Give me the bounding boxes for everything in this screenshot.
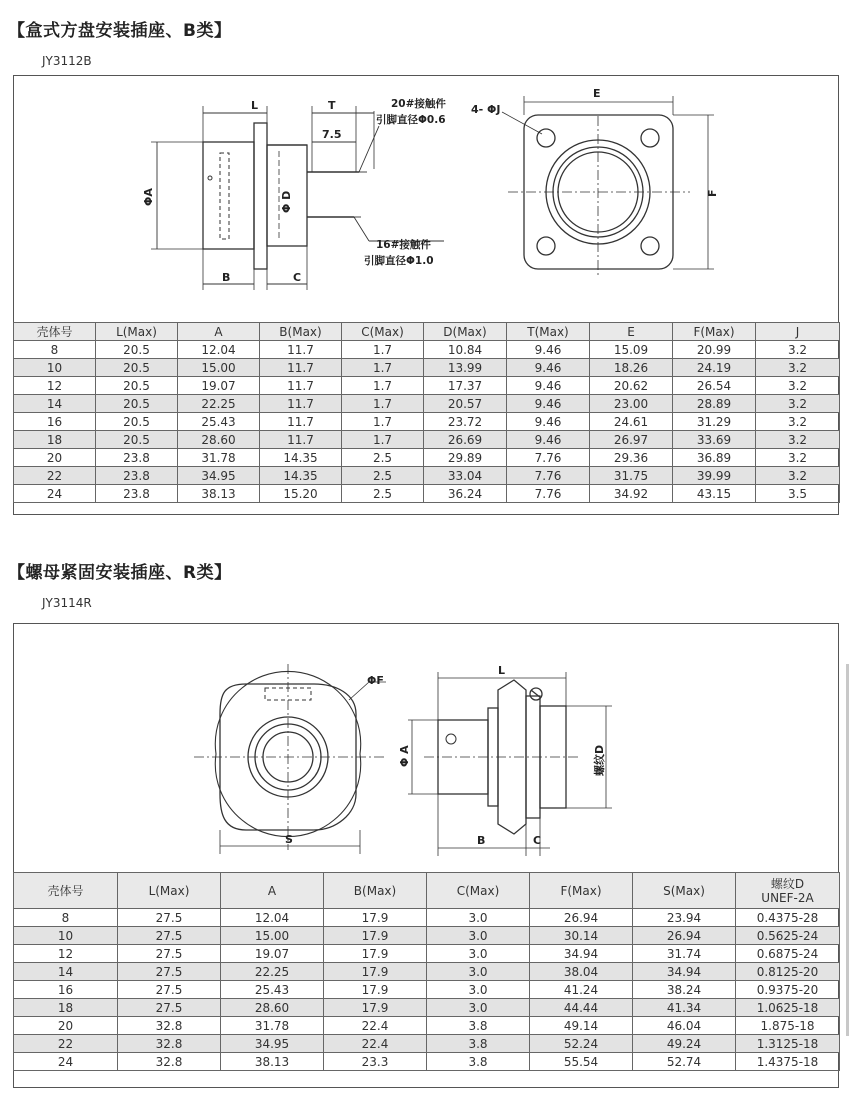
table-cell: 23.72 (424, 413, 507, 431)
table-cell: 24.61 (590, 413, 673, 431)
table-row (14, 927, 840, 945)
dim-label-7-5: 7.5 (322, 128, 342, 141)
table-cell: 52.24 (530, 1035, 633, 1053)
table-cell: 1.875-18 (736, 1017, 840, 1035)
table-cell: 0.6875-24 (736, 945, 840, 963)
table-cell: 31.78 (178, 449, 260, 467)
table-cell: 27.5 (118, 945, 221, 963)
table-cell: 34.92 (590, 485, 673, 503)
table-row (14, 449, 840, 467)
table-cell: 28.60 (221, 999, 324, 1017)
table-cell: 20.57 (424, 395, 507, 413)
table-cell: 31.29 (673, 413, 756, 431)
column-header-line: UNEF-2A (761, 890, 814, 905)
table-cell: 3.0 (427, 945, 530, 963)
table-cell: 3.2 (756, 395, 840, 413)
table-cell: 27.5 (118, 927, 221, 945)
table-cell: 30.14 (530, 927, 633, 945)
table-row (14, 1035, 840, 1053)
mounting-flange (254, 123, 267, 269)
table-cell: 3.0 (427, 963, 530, 981)
table-cell: 15.00 (178, 359, 260, 377)
table-cell: 0.4375-28 (736, 909, 840, 927)
table-cell: 23.8 (96, 449, 178, 467)
table-cell: 26.94 (633, 927, 736, 945)
table-row (14, 981, 840, 999)
table-cell: 17.9 (324, 981, 427, 999)
column-header: B(Max) (260, 323, 342, 341)
table-cell: 1.0625-18 (736, 999, 840, 1017)
table-cell: 44.44 (530, 999, 633, 1017)
table-cell: 8 (14, 341, 96, 359)
table-cell: 32.8 (118, 1035, 221, 1053)
table-cell: 3.8 (427, 1017, 530, 1035)
table-cell: 11.7 (260, 413, 342, 431)
table-cell: 10 (14, 359, 96, 377)
table-cell: 20.5 (96, 377, 178, 395)
note-16-pin: 引脚直径Φ1.0 (364, 255, 434, 267)
table-cell: 3.0 (427, 927, 530, 945)
table-cell: 3.2 (756, 359, 840, 377)
page-edge-mark (846, 664, 849, 1036)
table-row (14, 963, 840, 981)
table-cell: 39.99 (673, 467, 756, 485)
column-header: 壳体号 (14, 323, 96, 341)
dim-label-C: C (293, 271, 302, 284)
table-row (14, 395, 840, 413)
section2-drawing (14, 624, 838, 872)
table-cell: 20 (14, 1017, 118, 1035)
table-header-row (14, 323, 840, 341)
table-cell: 28.89 (673, 395, 756, 413)
column-header: A (178, 323, 260, 341)
table-cell: 19.07 (221, 945, 324, 963)
table-cell: 22.4 (324, 1017, 427, 1035)
table-cell: 11.7 (260, 431, 342, 449)
table-cell: 12.04 (178, 341, 260, 359)
table-cell: 34.94 (530, 945, 633, 963)
table-cell: 33.04 (424, 467, 507, 485)
section1-title: 【盒式方盘安装插座、B类】 (8, 21, 232, 41)
table-cell: 17.9 (324, 927, 427, 945)
table-cell: 31.75 (590, 467, 673, 485)
section1-drawing (14, 76, 838, 324)
table-cell: 0.9375-20 (736, 981, 840, 999)
table-row (14, 999, 840, 1017)
table-cell: 15.00 (221, 927, 324, 945)
column-header-thread (736, 873, 840, 909)
table-cell: 9.46 (507, 341, 590, 359)
section2-title: 【螺母紧固安装插座、R类】 (8, 563, 232, 583)
table-cell: 38.24 (633, 981, 736, 999)
table-cell: 16 (14, 413, 96, 431)
table-cell: 3.0 (427, 981, 530, 999)
table-cell: 22 (14, 467, 96, 485)
table-cell: 24 (14, 485, 96, 503)
table-cell: 8 (14, 909, 118, 927)
table-cell: 38.13 (178, 485, 260, 503)
table-cell: 17.9 (324, 945, 427, 963)
table-row (14, 945, 840, 963)
table-cell: 23.8 (96, 485, 178, 503)
table-row (14, 1017, 840, 1035)
table-cell: 7.76 (507, 449, 590, 467)
table-cell: 22.25 (221, 963, 324, 981)
table-cell: 49.14 (530, 1017, 633, 1035)
table-cell: 27.5 (118, 999, 221, 1017)
table-cell: 9.46 (507, 359, 590, 377)
table-cell: 17.37 (424, 377, 507, 395)
table-row (14, 341, 840, 359)
table-cell: 34.95 (221, 1035, 324, 1053)
dim-label-A: Φ A (398, 745, 411, 767)
table-cell: 55.54 (530, 1053, 633, 1071)
table-cell: 11.7 (260, 359, 342, 377)
column-header: L(Max) (118, 873, 221, 909)
table-cell: 16 (14, 981, 118, 999)
table-cell: 32.8 (118, 1017, 221, 1035)
table-cell: 38.13 (221, 1053, 324, 1071)
table-row (14, 377, 840, 395)
table-row (14, 431, 840, 449)
table-cell: 15.20 (260, 485, 342, 503)
table-cell: 23.8 (96, 467, 178, 485)
table-cell: 9.46 (507, 431, 590, 449)
table-cell: 41.34 (633, 999, 736, 1017)
column-header: J (756, 323, 840, 341)
table-cell: 38.04 (530, 963, 633, 981)
column-header: B(Max) (324, 873, 427, 909)
table-cell: 3.5 (756, 485, 840, 503)
table-cell: 2.5 (342, 467, 424, 485)
table-cell: 2.5 (342, 449, 424, 467)
column-header: T(Max) (507, 323, 590, 341)
table-cell: 12.04 (221, 909, 324, 927)
table-cell: 1.7 (342, 341, 424, 359)
table-cell: 24.19 (673, 359, 756, 377)
table-cell: 3.2 (756, 431, 840, 449)
table-cell: 10 (14, 927, 118, 945)
table-cell: 18 (14, 431, 96, 449)
table-cell: 9.46 (507, 377, 590, 395)
table-cell: 14 (14, 963, 118, 981)
table-cell: 23.00 (590, 395, 673, 413)
table-cell: 31.74 (633, 945, 736, 963)
column-header-line: 螺纹D (770, 876, 805, 891)
table-cell: 49.24 (633, 1035, 736, 1053)
table-cell: 0.5625-24 (736, 927, 840, 945)
table-cell: 9.46 (507, 395, 590, 413)
table-cell: 7.76 (507, 485, 590, 503)
table-row (14, 413, 840, 431)
table-cell: 14 (14, 395, 96, 413)
column-header: F(Max) (530, 873, 633, 909)
table-cell: 26.54 (673, 377, 756, 395)
dim-label-L: L (251, 99, 259, 112)
table-cell: 27.5 (118, 963, 221, 981)
table-cell: 12 (14, 377, 96, 395)
dim-label-S: S (285, 833, 293, 846)
dim-label-F: F (706, 189, 719, 197)
table-cell: 11.7 (260, 341, 342, 359)
table-cell: 3.2 (756, 377, 840, 395)
table-cell: 52.74 (633, 1053, 736, 1071)
table-cell: 9.46 (507, 413, 590, 431)
table-cell: 1.7 (342, 395, 424, 413)
table-cell: 20 (14, 449, 96, 467)
table-cell: 7.76 (507, 467, 590, 485)
table-cell: 0.8125-20 (736, 963, 840, 981)
table-cell: 20.5 (96, 341, 178, 359)
table-cell: 19.07 (178, 377, 260, 395)
table-cell: 3.2 (756, 467, 840, 485)
table-cell: 20.99 (673, 341, 756, 359)
dim-label-E: E (593, 87, 601, 100)
column-header: C(Max) (342, 323, 424, 341)
dim-label-D: 螺纹D (593, 744, 606, 776)
table-cell: 14.35 (260, 467, 342, 485)
dim-label-F: ΦF (367, 674, 384, 687)
table-cell: 17.9 (324, 909, 427, 927)
table-cell: 46.04 (633, 1017, 736, 1035)
table-cell: 23.3 (324, 1053, 427, 1071)
table-cell: 20.5 (96, 413, 178, 431)
table-cell: 1.7 (342, 377, 424, 395)
table-cell: 13.99 (424, 359, 507, 377)
table-cell: 3.0 (427, 909, 530, 927)
table-cell: 20.5 (96, 359, 178, 377)
dim-label-T: T (328, 99, 336, 112)
column-header: L(Max) (96, 323, 178, 341)
table-cell: 41.24 (530, 981, 633, 999)
note-20-contact: 20#接触件 (391, 98, 446, 110)
dim-label-B: B (222, 271, 231, 284)
table-cell: 28.60 (178, 431, 260, 449)
table-cell: 26.94 (530, 909, 633, 927)
table-row (14, 467, 840, 485)
column-header: A (221, 873, 324, 909)
note-16-contact: 16#接触件 (376, 239, 431, 251)
table-cell: 20.5 (96, 395, 178, 413)
column-header: F(Max) (673, 323, 756, 341)
dim-label-C: C (533, 834, 542, 847)
table-cell: 3.8 (427, 1035, 530, 1053)
table-cell: 29.36 (590, 449, 673, 467)
table-cell: 22.4 (324, 1035, 427, 1053)
section2-spec-table (13, 872, 840, 1071)
table-cell: 17.9 (324, 963, 427, 981)
table-cell: 20.62 (590, 377, 673, 395)
table-cell: 26.69 (424, 431, 507, 449)
section1-model: JY3112B (42, 54, 92, 68)
table-cell: 18.26 (590, 359, 673, 377)
table-cell: 14.35 (260, 449, 342, 467)
table-cell: 34.95 (178, 467, 260, 485)
table-cell: 29.89 (424, 449, 507, 467)
table-cell: 27.5 (118, 981, 221, 999)
table-cell: 11.7 (260, 377, 342, 395)
table-cell: 1.7 (342, 413, 424, 431)
table-row (14, 1053, 840, 1071)
dim-label-B: B (477, 834, 486, 847)
section2-model: JY3114R (42, 596, 92, 610)
table-cell: 27.5 (118, 909, 221, 927)
table-cell: 25.43 (221, 981, 324, 999)
table-cell: 23.94 (633, 909, 736, 927)
table-cell: 31.78 (221, 1017, 324, 1035)
table-cell: 32.8 (118, 1053, 221, 1071)
table-cell: 1.7 (342, 359, 424, 377)
table-cell: 15.09 (590, 341, 673, 359)
table-row (14, 359, 840, 377)
table-cell: 24 (14, 1053, 118, 1071)
table-cell: 12 (14, 945, 118, 963)
dim-label-J: 4- ΦJ (471, 103, 501, 116)
table-cell: 2.5 (342, 485, 424, 503)
dim-label-D: Φ D (280, 190, 293, 213)
table-cell: 25.43 (178, 413, 260, 431)
table-cell: 18 (14, 999, 118, 1017)
section1-spec-table (13, 322, 840, 503)
column-header: D(Max) (424, 323, 507, 341)
table-cell: 26.97 (590, 431, 673, 449)
table-cell: 11.7 (260, 395, 342, 413)
table-cell: 22 (14, 1035, 118, 1053)
table-cell: 34.94 (633, 963, 736, 981)
table-cell: 3.2 (756, 341, 840, 359)
column-header: 壳体号 (14, 873, 118, 909)
column-header: E (590, 323, 673, 341)
table-cell: 36.24 (424, 485, 507, 503)
column-header: S(Max) (633, 873, 736, 909)
table-row (14, 909, 840, 927)
table-cell: 43.15 (673, 485, 756, 503)
table-cell: 1.3125-18 (736, 1035, 840, 1053)
table-cell: 22.25 (178, 395, 260, 413)
table-cell: 3.2 (756, 413, 840, 431)
table-cell: 1.4375-18 (736, 1053, 840, 1071)
table-cell: 20.5 (96, 431, 178, 449)
table-header-row (14, 873, 840, 909)
note-20-pin: 引脚直径Φ0.6 (376, 114, 446, 126)
table-cell: 3.2 (756, 449, 840, 467)
table-cell: 3.8 (427, 1053, 530, 1071)
table-cell: 33.69 (673, 431, 756, 449)
table-cell: 36.89 (673, 449, 756, 467)
table-cell: 17.9 (324, 999, 427, 1017)
table-cell: 1.7 (342, 431, 424, 449)
dim-label-A: ΦA (142, 188, 155, 206)
table-cell: 10.84 (424, 341, 507, 359)
column-header: C(Max) (427, 873, 530, 909)
table-cell: 3.0 (427, 999, 530, 1017)
dim-label-L: L (498, 664, 506, 677)
table-row (14, 485, 840, 503)
